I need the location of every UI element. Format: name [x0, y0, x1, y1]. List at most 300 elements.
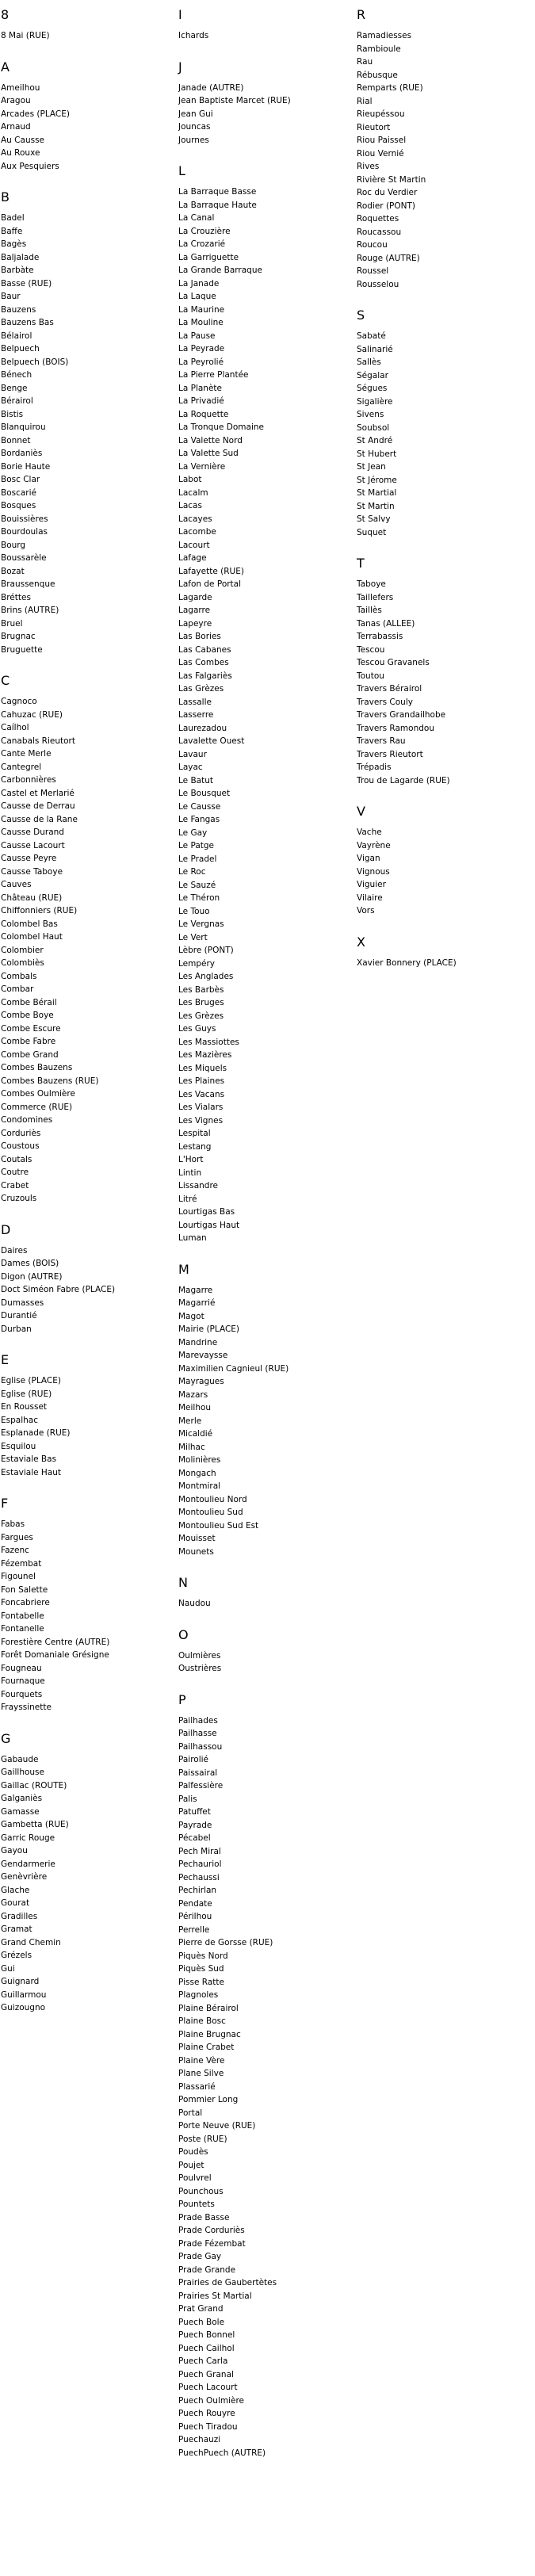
list-item: Fon Salette	[1, 1584, 48, 1595]
list-item: Au Rouxe	[1, 148, 40, 158]
list-item: Prade Corduriès	[178, 2226, 245, 2235]
entry-list	[178, 1597, 357, 1611]
list-item: Eglise (PLACE)	[1, 1376, 61, 1385]
list-item: Lafage	[178, 553, 207, 563]
list-item: Commerce (RUE)	[1, 1102, 73, 1112]
list-item: Bozat	[1, 566, 25, 576]
list-item: Marevaysse	[178, 1351, 228, 1360]
list-item: Cauves	[1, 880, 32, 889]
list-item: Causse Durand	[1, 827, 64, 837]
list-item: Laurezadou	[178, 723, 227, 733]
list-item: Sallès	[357, 357, 381, 367]
list-item: Travers Bérairol	[357, 684, 422, 694]
list-item: Ramadiesses	[357, 31, 412, 40]
list-item: Maximilien Cagnieul (RUE)	[178, 1363, 289, 1374]
list-item: Lestang	[178, 1141, 212, 1152]
list-item: Puech Lacourt	[178, 2383, 238, 2392]
list-item: La Barraque Haute	[178, 200, 257, 210]
index-section-j	[178, 60, 357, 147]
section-letter: E	[1, 1352, 10, 1367]
section-letter: B	[1, 189, 10, 204]
list-item: Montoulieu Sud	[178, 1508, 243, 1517]
list-item: Lèbre (PONT)	[178, 946, 234, 955]
list-item: Corduriès	[1, 1128, 41, 1138]
list-item: Eglise (RUE)	[1, 1389, 52, 1399]
list-item: Coustous	[1, 1141, 40, 1151]
list-item: St Martial	[357, 488, 397, 498]
list-item: Pairolié	[178, 1755, 209, 1764]
list-item: Rodier (PONT)	[357, 201, 416, 211]
list-item: Gaillac (ROUTE)	[1, 1780, 67, 1791]
list-item: La Peyrolié	[178, 357, 224, 367]
list-item: Pendate	[178, 1898, 212, 1909]
list-item: Oulmières	[178, 1650, 221, 1661]
section-letter: J	[178, 59, 182, 75]
list-item: La Planète	[178, 383, 222, 393]
list-item: Vilaire	[357, 892, 383, 903]
index-section-m	[178, 1263, 357, 1559]
list-item: Plane Silve	[178, 2069, 224, 2078]
section-letter: P	[178, 1691, 186, 1707]
list-item: Combes Bauzens	[1, 1063, 73, 1072]
list-item: Esplanade (RUE)	[1, 1428, 71, 1438]
list-item: La Laque	[178, 292, 216, 301]
list-item: Piquès Nord	[178, 1951, 228, 1961]
list-item: La Crozarié	[178, 239, 226, 249]
list-item: Colombier	[1, 945, 44, 955]
list-item: Bélairol	[1, 331, 32, 341]
entry-list	[1, 82, 178, 174]
list-item: Janade (AUTRE)	[178, 82, 244, 93]
list-item: Fazenc	[1, 1546, 29, 1555]
list-item: Bonnet	[1, 435, 31, 445]
list-item: Boussarèle	[1, 553, 47, 563]
list-item: Mouisset	[178, 1534, 216, 1543]
list-item: Bordaniès	[1, 449, 43, 458]
list-item: Les Bruges	[178, 998, 224, 1007]
section-letter: T	[357, 556, 365, 571]
list-item: Blanquirou	[1, 422, 46, 432]
list-item: Combes Bauzens (RUE)	[1, 1076, 99, 1086]
list-item: Fézembat	[1, 1558, 42, 1569]
list-item: Crabet	[1, 1180, 29, 1191]
list-item: Badel	[1, 213, 25, 223]
index-section-g	[1, 1732, 178, 2015]
list-item: Pailhassou	[178, 1741, 223, 1752]
list-item: Prade Grande	[178, 2265, 236, 2275]
list-item: Plaine Crabet	[178, 2043, 235, 2052]
entry-list	[1, 1518, 178, 1714]
list-item: Lacourt	[178, 540, 210, 550]
list-item: Mayragues	[178, 1377, 224, 1386]
list-item: Puech Bonnel	[178, 2330, 235, 2340]
list-item: Chiffonniers (RUE)	[1, 906, 78, 915]
list-item: Lagarre	[178, 606, 211, 615]
list-item: Doct Siméon Fabre (PLACE)	[1, 1285, 116, 1294]
list-item: Lassalle	[178, 697, 212, 707]
list-item: Payrade	[178, 1820, 212, 1830]
list-item: Magot	[178, 1311, 204, 1321]
list-item: Paissairal	[178, 1768, 218, 1778]
list-item: Roucassou	[357, 227, 402, 237]
list-item: Lintin	[178, 1168, 202, 1178]
list-item: Lissandre	[178, 1181, 219, 1191]
list-item: Lacayes	[178, 514, 212, 524]
list-item: Bauzens	[1, 304, 36, 315]
list-item: Bosques	[1, 501, 36, 510]
index-section-d	[1, 1223, 178, 1336]
list-item: Layac	[178, 762, 203, 772]
list-item: Prat Grand	[178, 2304, 224, 2314]
list-item: Brins (AUTRE)	[1, 606, 59, 615]
list-item: Prade Fézembat	[178, 2238, 246, 2249]
section-letter: A	[1, 59, 10, 75]
list-item: Esquilou	[1, 1441, 36, 1451]
list-item: Au Causse	[1, 135, 44, 145]
list-item: L'Hort	[178, 1155, 204, 1164]
list-item: Cahuzac (RUE)	[1, 709, 63, 720]
list-item: Fontabelle	[1, 1611, 44, 1621]
list-item: Taillès	[357, 606, 382, 615]
list-item: Rieutort	[357, 122, 391, 132]
list-item: Pailhasse	[178, 1729, 217, 1738]
list-item: Estaviale Haut	[1, 1467, 62, 1477]
entry-list	[1, 212, 178, 656]
section-letter: N	[178, 1575, 188, 1590]
list-item: Guillarmou	[1, 1989, 47, 2000]
list-item: Combe Escure	[1, 1023, 61, 1034]
list-item: Pountets	[178, 2200, 215, 2209]
list-item: Oustrières	[178, 1664, 222, 1673]
list-item: Pech Miral	[178, 1846, 221, 1856]
list-item: Cante Merle	[1, 749, 52, 759]
list-item: Forestière Centre (AUTRE)	[1, 1637, 110, 1647]
list-item: Bérairol	[1, 396, 33, 406]
list-item: Le Vert	[178, 932, 208, 942]
list-item: Trou de Lagarde (RUE)	[357, 775, 450, 785]
list-item: Piquès Sud	[178, 1964, 224, 1974]
section-letter: D	[1, 1221, 11, 1237]
entry-list	[357, 29, 535, 291]
list-item: Pailhades	[178, 1715, 218, 1726]
list-item: Figounel	[1, 1572, 36, 1581]
list-item: Digon (AUTRE)	[1, 1271, 63, 1282]
entry-list	[1, 1244, 178, 1336]
list-item: Bréttes	[1, 592, 31, 602]
entry-list	[178, 1649, 357, 1676]
list-item: Dames (BOIS)	[1, 1259, 59, 1268]
list-item: Jean Baptiste Marcet (RUE)	[178, 96, 291, 105]
list-item: La Tronque Domaine	[178, 422, 264, 432]
list-item: Baffe	[1, 226, 23, 236]
list-item: Guignard	[1, 1977, 40, 1986]
list-item: Périlhou	[178, 1912, 212, 1921]
list-item: Plaine Bérairol	[178, 2003, 239, 2013]
index-section-a	[1, 60, 178, 174]
list-item: Puech Carla	[178, 2356, 228, 2366]
list-item: Barbàte	[1, 266, 34, 275]
list-item: Jouncas	[178, 122, 211, 132]
section-letter: F	[1, 1496, 9, 1511]
list-item: Puechauzi	[178, 2435, 221, 2444]
list-item: Les Grèzes	[178, 1011, 224, 1021]
index-section-8	[1, 8, 178, 43]
index-column-3	[357, 8, 535, 987]
section-letter: 8	[1, 7, 10, 22]
index-section-f	[1, 1496, 178, 1714]
index-section-t	[357, 556, 535, 787]
entry-list	[357, 957, 535, 970]
list-item: Prade Gay	[178, 2252, 222, 2261]
list-item: Borie Haute	[1, 461, 51, 472]
list-item: Colombel Haut	[1, 932, 63, 942]
list-item: Viguier	[357, 880, 386, 889]
list-item: Les Vignes	[178, 1115, 224, 1126]
list-item: Gaillhouse	[1, 1768, 44, 1777]
list-item: Puech Tiradou	[178, 2421, 238, 2432]
list-item: La Valette Sud	[178, 449, 239, 458]
list-item: Fontanelle	[1, 1624, 44, 1634]
list-item: Arcades (PLACE)	[1, 109, 70, 119]
list-item: La Valette Nord	[178, 435, 243, 445]
list-item: La Roquette	[178, 409, 229, 419]
list-item: Pechirlan	[178, 1886, 217, 1895]
list-item: Le Gay	[178, 827, 208, 838]
list-item: Le Théron	[178, 893, 220, 903]
list-item: Rives	[357, 162, 380, 171]
list-item: Prairies St Martial	[178, 2291, 252, 2301]
list-item: Vors	[357, 906, 375, 915]
list-item: Travers Rau	[357, 736, 406, 746]
list-item: Le Fangas	[178, 815, 220, 824]
entry-list	[1, 29, 178, 43]
index-section-c	[1, 674, 178, 1206]
list-item: St Salvy	[357, 514, 391, 524]
list-item: Vayrène	[357, 840, 391, 850]
list-item: Riou Paissel	[357, 136, 407, 145]
list-item: Suquet	[357, 527, 387, 537]
list-item: Belpuech	[1, 344, 40, 354]
list-item: Vigan	[357, 854, 380, 863]
list-item: Tescou	[357, 644, 385, 655]
list-item: Rau	[357, 57, 373, 67]
list-item: Les Miquels	[178, 1063, 227, 1073]
list-item: Puech Rouyre	[178, 2409, 235, 2418]
list-item: Labot	[178, 475, 202, 484]
list-item: Le Roc	[178, 867, 206, 877]
list-item: Carbonnières	[1, 775, 56, 785]
list-item: Lourtigas Haut	[178, 1220, 240, 1230]
list-item: Combar	[1, 984, 34, 994]
list-item: Terrabassis	[357, 632, 403, 641]
list-item: Puech Granal	[178, 2369, 234, 2379]
list-item: Bistis	[1, 409, 24, 419]
list-item: Xavier Bonnery (PLACE)	[357, 957, 457, 968]
list-item: Grand Chemin	[1, 1937, 61, 1947]
list-item: Pechaussi	[178, 1872, 220, 1882]
list-item: Las Cabanes	[178, 644, 231, 655]
list-item: Las Combes	[178, 658, 229, 667]
list-item: Plaine Bosc	[178, 2016, 226, 2026]
entry-list	[178, 82, 357, 147]
list-item: Prairies de Gaubertètes	[178, 2278, 277, 2287]
list-item: Plaine Brugnac	[178, 2029, 241, 2039]
list-item: Benge	[1, 383, 28, 393]
list-item: Portal	[178, 2108, 203, 2118]
list-item: Palis	[178, 1794, 197, 1804]
list-item: Lacas	[178, 501, 202, 510]
list-item: Combe Fabre	[1, 1037, 56, 1046]
list-item: Combe Boye	[1, 1011, 54, 1020]
list-item: Mongach	[178, 1468, 216, 1478]
list-item: Les Mazières	[178, 1050, 232, 1060]
list-item: Poujet	[178, 2160, 204, 2170]
list-item: Montoulieu Sud Est	[178, 1520, 259, 1531]
list-item: Mazars	[178, 1389, 208, 1400]
list-item: Canabals Rieutort	[1, 736, 75, 746]
list-item: Rambioule	[357, 44, 401, 54]
list-item: Litré	[178, 1194, 197, 1204]
entry-list	[357, 578, 535, 787]
list-item: PuechPuech (AUTRE)	[178, 2448, 266, 2458]
list-item: Las Bories	[178, 632, 221, 641]
list-item: La Canal	[178, 213, 215, 223]
list-item: Gradilles	[1, 1911, 38, 1921]
list-item: Durantié	[1, 1311, 37, 1320]
list-item: La Vernière	[178, 461, 226, 472]
index-column-1	[0, 8, 178, 2032]
list-item: Le Pradel	[178, 854, 217, 864]
list-item: Les Guys	[178, 1024, 216, 1034]
list-item: Sivens	[357, 410, 384, 419]
list-item: Roc du Verdier	[357, 188, 418, 197]
list-item: La Barraque Basse	[178, 187, 257, 197]
entry-list	[1, 1753, 178, 2015]
list-item: Journes	[178, 135, 209, 145]
list-item: Gambetta (RUE)	[1, 1820, 69, 1829]
list-item: Caílhol	[1, 723, 29, 732]
entry-list	[178, 1714, 357, 2460]
index-section-v	[357, 805, 535, 918]
list-item: Riou Vernié	[357, 148, 404, 159]
index-section-i	[178, 8, 357, 43]
section-letter: O	[178, 1626, 189, 1642]
list-item: Vignous	[357, 866, 390, 877]
list-item: La Janade	[178, 278, 220, 289]
list-item: Causse Lacourt	[1, 840, 65, 850]
list-item: Le Patge	[178, 841, 214, 850]
list-item: Boscarié	[1, 487, 36, 498]
list-item: Merle	[178, 1416, 202, 1426]
list-item: Pisse Ratte	[178, 1977, 224, 1987]
section-letter: X	[357, 934, 365, 950]
list-item: Brugnac	[1, 632, 36, 641]
list-item: Lourtigas Bas	[178, 1207, 235, 1217]
list-item: Basse (RUE)	[1, 278, 52, 289]
list-item: Puech Oulmière	[178, 2395, 245, 2406]
index-section-r	[357, 8, 535, 291]
entry-list	[357, 330, 535, 539]
list-item: Montmiral	[178, 1481, 221, 1491]
list-item: Bourg	[1, 540, 26, 550]
list-item: Les Vacans	[178, 1089, 225, 1099]
list-item: Causse Peyre	[1, 854, 57, 863]
list-item: Cantegrel	[1, 762, 42, 772]
list-item: Fournaque	[1, 1676, 45, 1686]
list-item: Taboye	[357, 579, 386, 589]
list-item: Daires	[1, 1245, 28, 1256]
list-item: Bruguette	[1, 644, 43, 655]
list-item: Ameilhou	[1, 82, 40, 93]
list-item: Les Plaines	[178, 1076, 225, 1086]
list-item: Bagès	[1, 239, 27, 249]
list-item: Causse de Derrau	[1, 801, 75, 811]
list-item: Pommier Long	[178, 2095, 239, 2104]
list-item: Patuffet	[178, 1807, 211, 1817]
list-item: Lagarde	[178, 592, 212, 602]
list-item: Le Bousquet	[178, 789, 231, 798]
list-item: Gamasse	[1, 1806, 40, 1817]
entry-list	[1, 695, 178, 1206]
list-item: Ségues	[357, 384, 388, 393]
list-item: Gayou	[1, 1846, 28, 1856]
list-item: Cagnoco	[1, 697, 37, 706]
list-item: Colombel Bas	[1, 919, 58, 929]
list-item: Tescou Gravanels	[357, 658, 430, 667]
index-section-n	[178, 1576, 357, 1611]
list-item: Mounets	[178, 1546, 214, 1557]
list-item: Fougneau	[1, 1663, 42, 1673]
list-item: Baljalade	[1, 252, 40, 262]
list-item: Baur	[1, 292, 21, 301]
list-item: Poste (RUE)	[178, 2134, 227, 2144]
list-item: Micaldié	[178, 1429, 213, 1439]
list-item: Les Vialars	[178, 1103, 224, 1112]
list-item: Roucou	[357, 240, 388, 250]
list-item: La Peyrade	[178, 344, 225, 354]
entry-list	[1, 1374, 178, 1479]
list-item: La Pierre Plantée	[178, 370, 249, 380]
section-letter: L	[178, 163, 185, 178]
list-item: St Hubert	[357, 449, 397, 459]
list-item: Molinières	[178, 1455, 221, 1465]
list-item: Guizougno	[1, 2003, 46, 2012]
list-item: Espalhac	[1, 1415, 38, 1425]
list-item: Lespital	[178, 1129, 211, 1138]
list-item: Jean Gui	[178, 109, 213, 119]
list-item: Rousselou	[357, 279, 399, 289]
list-item: Causse Taboye	[1, 866, 63, 877]
list-item: Las Falgariès	[178, 671, 232, 681]
list-item: Pierre de Gorsse (RUE)	[178, 1938, 273, 1947]
list-item: Mandrine	[178, 1337, 218, 1347]
entry-list	[357, 826, 535, 918]
list-item: Taillefers	[357, 592, 394, 602]
entry-list	[178, 185, 357, 1245]
index-section-s	[357, 308, 535, 539]
list-item: Lafon de Portal	[178, 579, 242, 589]
list-item: Lacalm	[178, 487, 208, 498]
list-item: Plassarié	[178, 2081, 216, 2092]
list-item: Puech Bole	[178, 2317, 225, 2327]
list-item: Travers Grandailhobe	[357, 710, 446, 720]
list-item: Glache	[1, 1885, 30, 1895]
list-item: Fargues	[1, 1532, 33, 1542]
list-item: Vache	[357, 827, 382, 837]
list-item: Gramat	[1, 1924, 32, 1934]
entry-list	[178, 29, 357, 43]
list-item: Roussel	[357, 266, 389, 276]
